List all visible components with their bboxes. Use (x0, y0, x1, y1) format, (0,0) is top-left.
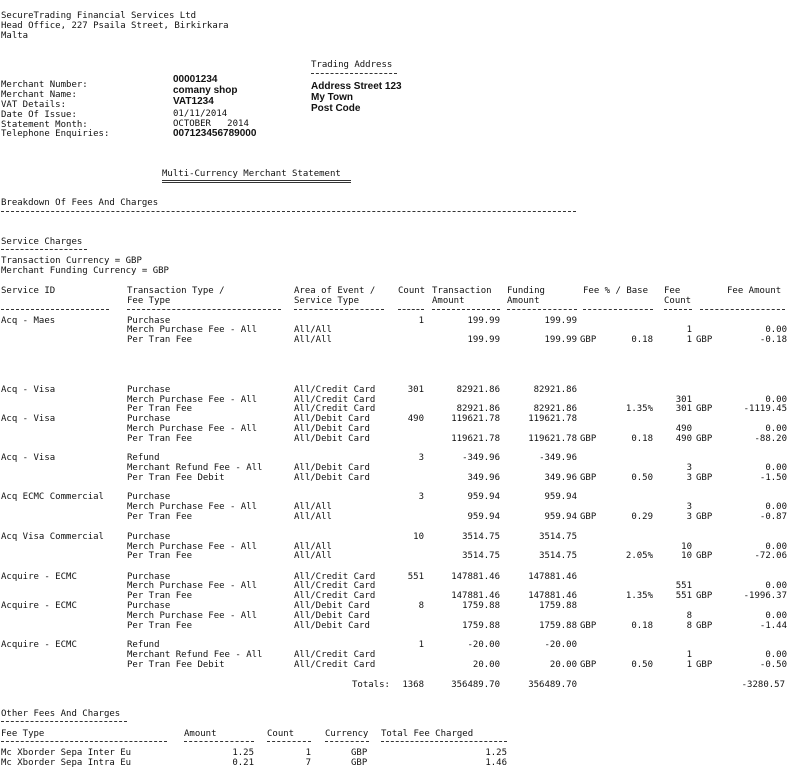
cell-funding-amount: 82921.86 (533, 385, 577, 395)
cell-fee-currency: GBP (696, 660, 713, 670)
cell-count: 490 (407, 414, 424, 424)
cell-funding-amount: 349.96 (544, 473, 577, 483)
cell-fee-type: Merch Purchase Fee - All (127, 424, 258, 434)
other-cell-total: 1.46 (485, 758, 507, 768)
funding-currency: Merchant Funding Currency = GBP (1, 266, 169, 276)
header-fee-count: Fee (664, 286, 681, 296)
cell-count: 551 (407, 572, 424, 582)
company-address-line1: Head Office, 227 Psaila Street, Birkirkara (1, 21, 229, 31)
cell-area: All/Credit Card (294, 660, 376, 670)
cell-count: 301 (407, 385, 424, 395)
other-cell-currency: GBP (351, 748, 368, 758)
cell-funding-amount: 199.99 (544, 316, 577, 326)
company-name: SecureTrading Financial Services Ltd (1, 11, 197, 21)
cell-fee-type: Per Tran Fee Debit (127, 473, 225, 483)
header-fee-count-2: Count (664, 296, 692, 306)
cell-service-id: Acquire - ECMC (1, 601, 77, 611)
cell-funding-amount: 82921.86 (533, 404, 577, 414)
statement-month-label: Statement Month: (1, 120, 88, 130)
cell-fee-type: Purchase (127, 385, 171, 395)
cell-fee-type: Purchase (127, 414, 171, 424)
cell-fee-percent: 0.50 (631, 473, 653, 483)
service-charges-underline (1, 249, 87, 250)
cell-fee-amount: -1119.45 (743, 404, 787, 414)
cell-transaction-amount: 3514.75 (462, 532, 500, 542)
cell-fee-count: 1 (686, 660, 692, 670)
cell-area: All/All (294, 502, 332, 512)
header-rule (127, 309, 281, 310)
other-header-rule (381, 741, 507, 742)
cell-currency: GBP (580, 335, 597, 345)
other-cell-total: 1.25 (485, 748, 507, 758)
cell-transaction-amount: 119621.78 (451, 414, 500, 424)
cell-fee-type: Merchant Refund Fee - All (127, 650, 263, 660)
cell-fee-percent: 0.18 (631, 335, 653, 345)
header-rule (700, 309, 785, 310)
cell-fee-type: Merch Purchase Fee - All (127, 611, 258, 621)
cell-fee-percent: 0.18 (631, 434, 653, 444)
cell-fee-count: 3 (686, 473, 692, 483)
other-header-amount: Amount (184, 729, 217, 739)
other-fees-underline (1, 721, 127, 722)
cell-fee-amount: 0.00 (765, 611, 787, 621)
statement-title: Multi-Currency Merchant Statement (162, 169, 341, 179)
cell-fee-type: Per Tran Fee (127, 512, 193, 522)
cell-area: All/All (294, 325, 332, 335)
cell-transaction-amount: 349.96 (467, 473, 500, 483)
cell-transaction-amount: -349.96 (462, 453, 500, 463)
cell-transaction-amount: 959.94 (467, 512, 500, 522)
cell-funding-amount: 1759.88 (539, 601, 577, 611)
cell-fee-type: Merchant Refund Fee - All (127, 463, 263, 473)
cell-service-id: Acq - Maes (1, 316, 56, 326)
cell-transaction-amount: 147881.46 (451, 572, 500, 582)
vat-details: VAT1234 (173, 96, 214, 107)
cell-fee-type: Per Tran Fee (127, 404, 193, 414)
other-cell-fee-type: Mc Xborder Sepa Intra Eu (1, 758, 132, 768)
cell-transaction-amount: 1759.88 (462, 621, 500, 631)
cell-fee-percent: 1.35% (625, 404, 653, 414)
other-header-count: Count (267, 729, 295, 739)
cell-transaction-amount: 82921.86 (456, 385, 500, 395)
cell-fee-currency: GBP (696, 591, 713, 601)
totals-count: 1368 (402, 680, 424, 690)
cell-fee-count: 490 (675, 424, 692, 434)
other-fees-title: Other Fees And Charges (1, 709, 121, 719)
cell-area: All/Credit Card (294, 395, 376, 405)
cell-count: 3 (418, 453, 424, 463)
company-address-line2: Malta (1, 31, 29, 41)
cell-fee-amount: 0.00 (765, 325, 787, 335)
cell-fee-type: Purchase (127, 316, 171, 326)
cell-fee-percent: 0.18 (631, 621, 653, 631)
cell-area: All/Debit Card (294, 434, 370, 444)
breakdown-divider (1, 211, 576, 212)
cell-area: All/Credit Card (294, 650, 376, 660)
cell-fee-count: 551 (675, 591, 692, 601)
cell-transaction-amount: 20.00 (472, 660, 500, 670)
cell-fee-count: 3 (686, 502, 692, 512)
cell-funding-amount: 119621.78 (528, 414, 577, 424)
cell-fee-type: Per Tran Fee (127, 335, 193, 345)
cell-currency: GBP (580, 512, 597, 522)
cell-fee-percent: 0.29 (631, 512, 653, 522)
cell-fee-amount: -88.20 (754, 434, 787, 444)
cell-fee-type: Per Tran Fee Debit (127, 660, 225, 670)
cell-currency: GBP (580, 621, 597, 631)
cell-funding-amount: 1759.88 (539, 621, 577, 631)
cell-funding-amount: 3514.75 (539, 532, 577, 542)
cell-funding-amount: 959.94 (544, 492, 577, 502)
cell-count: 10 (413, 532, 424, 542)
cell-transaction-amount: 147881.46 (451, 591, 500, 601)
cell-fee-amount: -0.87 (759, 512, 787, 522)
header-rule (507, 309, 577, 310)
other-header-rule (184, 741, 254, 742)
cell-transaction-amount: -20.00 (467, 640, 500, 650)
cell-fee-type: Per Tran Fee (127, 434, 193, 444)
cell-fee-count: 1 (686, 335, 692, 345)
cell-fee-type: Purchase (127, 492, 171, 502)
cell-currency: GBP (580, 660, 597, 670)
cell-fee-amount: 0.00 (765, 581, 787, 591)
merchant-name: comany shop (173, 85, 238, 96)
header-transaction-type: Transaction Type / (127, 286, 225, 296)
header-rule (294, 309, 384, 310)
totals-funding-amount: 356489.70 (528, 680, 577, 690)
merchant-number-label: Merchant Number: (1, 80, 88, 90)
cell-currency: GBP (580, 434, 597, 444)
header-funding-amount: Funding (507, 286, 545, 296)
cell-fee-count: 3 (686, 512, 692, 522)
cell-fee-currency: GBP (696, 335, 713, 345)
merchant-name-label: Merchant Name: (1, 90, 77, 100)
cell-transaction-amount: 199.99 (467, 316, 500, 326)
cell-fee-currency: GBP (696, 551, 713, 561)
cell-funding-amount: 20.00 (549, 660, 577, 670)
totals-transaction-amount: 356489.70 (451, 680, 500, 690)
cell-fee-count: 1 (686, 650, 692, 660)
cell-area: All/All (294, 542, 332, 552)
header-transaction-amount-2: Amount (432, 296, 465, 306)
cell-transaction-amount: 199.99 (467, 335, 500, 345)
cell-currency: GBP (580, 473, 597, 483)
cell-area: All/Credit Card (294, 581, 376, 591)
cell-area: All/Debit Card (294, 424, 370, 434)
cell-fee-currency: GBP (696, 404, 713, 414)
trading-address-line1: Address Street 123 (311, 81, 402, 92)
header-service-id: Service ID (1, 286, 56, 296)
cell-fee-type: Purchase (127, 572, 171, 582)
cell-area: All/Credit Card (294, 572, 376, 582)
header-fee-type: Fee Type (127, 296, 171, 306)
cell-area: All/All (294, 512, 332, 522)
cell-funding-amount: 959.94 (544, 512, 577, 522)
cell-service-id: Acq ECMC Commercial (1, 492, 104, 502)
cell-funding-amount: 119621.78 (528, 434, 577, 444)
cell-fee-amount: 0.00 (765, 542, 787, 552)
cell-funding-amount: 147881.46 (528, 572, 577, 582)
cell-area: All/Debit Card (294, 414, 370, 424)
other-cell-currency: GBP (351, 758, 368, 768)
other-header-currency: Currency (325, 729, 369, 739)
cell-fee-percent: 0.50 (631, 660, 653, 670)
cell-area: All/Credit Card (294, 591, 376, 601)
totals-label: Totals: (352, 680, 390, 690)
cell-fee-amount: -1.50 (759, 473, 787, 483)
cell-funding-amount: 3514.75 (539, 551, 577, 561)
cell-count: 3 (418, 492, 424, 502)
cell-area: All/All (294, 335, 332, 345)
cell-service-id: Acq - Visa (1, 414, 56, 424)
vat-label: VAT Details: (1, 100, 67, 110)
cell-count: 1 (418, 316, 424, 326)
cell-fee-type: Merch Purchase Fee - All (127, 325, 258, 335)
telephone-label: Telephone Enquiries: (1, 129, 110, 139)
totals-fee-amount: -3280.57 (741, 680, 785, 690)
other-cell-amount: 1.25 (232, 748, 254, 758)
cell-fee-type: Merch Purchase Fee - All (127, 581, 258, 591)
cell-fee-type: Merch Purchase Fee - All (127, 395, 258, 405)
date-of-issue: 01/11/2014 (173, 109, 228, 119)
date-of-issue-label: Date Of Issue: (1, 110, 77, 120)
cell-fee-type: Per Tran Fee (127, 621, 193, 631)
cell-funding-amount: 147881.46 (528, 591, 577, 601)
cell-fee-type: Refund (127, 453, 160, 463)
cell-fee-type: Refund (127, 640, 160, 650)
cell-fee-count: 301 (675, 395, 692, 405)
cell-fee-count: 10 (681, 542, 692, 552)
cell-service-id: Acquire - ECMC (1, 640, 77, 650)
other-header-rule (325, 741, 369, 742)
header-count: Count (398, 286, 426, 296)
cell-transaction-amount: 3514.75 (462, 551, 500, 561)
cell-funding-amount: 199.99 (544, 335, 577, 345)
cell-fee-type: Per Tran Fee (127, 551, 193, 561)
other-cell-count: 7 (305, 758, 311, 768)
cell-fee-type: Per Tran Fee (127, 591, 193, 601)
cell-fee-amount: 0.00 (765, 424, 787, 434)
transaction-currency: Transaction Currency = GBP (1, 256, 142, 266)
cell-transaction-amount: 1759.88 (462, 601, 500, 611)
other-cell-fee-type: Mc Xborder Sepa Inter Eu (1, 748, 132, 758)
cell-fee-count: 8 (686, 611, 692, 621)
cell-area: All/Debit Card (294, 601, 370, 611)
cell-fee-amount: 0.00 (765, 650, 787, 660)
cell-fee-count: 10 (681, 551, 692, 561)
cell-fee-amount: 0.00 (765, 395, 787, 405)
cell-fee-percent: 2.05% (625, 551, 653, 561)
header-service-type: Service Type (294, 296, 360, 306)
cell-fee-currency: GBP (696, 512, 713, 522)
telephone-number: 007123456789000 (173, 128, 257, 139)
header-rule (398, 309, 424, 310)
cell-area: All/All (294, 551, 332, 561)
cell-fee-count: 301 (675, 404, 692, 414)
cell-area: All/Debit Card (294, 473, 370, 483)
trading-address-underline (311, 73, 397, 74)
cell-fee-amount: -0.50 (759, 660, 787, 670)
cell-fee-type: Merch Purchase Fee - All (127, 502, 258, 512)
cell-area: All/Debit Card (294, 621, 370, 631)
cell-transaction-amount: 119621.78 (451, 434, 500, 444)
merchant-number: 00001234 (173, 74, 218, 85)
cell-fee-percent: 1.35% (625, 591, 653, 601)
cell-fee-count: 490 (675, 434, 692, 444)
cell-service-id: Acquire - ECMC (1, 572, 77, 582)
cell-fee-currency: GBP (696, 434, 713, 444)
cell-area: All/Debit Card (294, 611, 370, 621)
cell-fee-type: Merch Purchase Fee - All (127, 542, 258, 552)
trading-address-line3: Post Code (311, 103, 361, 114)
header-transaction-amount: Transaction (432, 286, 492, 296)
cell-fee-amount: -72.06 (754, 551, 787, 561)
trading-address-heading: Trading Address (311, 60, 393, 70)
other-header-total: Total Fee Charged (381, 729, 474, 739)
cell-transaction-amount: 959.94 (467, 492, 500, 502)
cell-service-id: Acq - Visa (1, 453, 56, 463)
other-header-rule (267, 741, 311, 742)
cell-fee-type: Purchase (127, 532, 171, 542)
service-charges-title: Service Charges (1, 237, 83, 247)
statement-title-underline (162, 180, 351, 183)
header-rule (432, 309, 500, 310)
cell-area: All/Debit Card (294, 463, 370, 473)
cell-fee-amount: -1.44 (759, 621, 787, 631)
other-header-rule (1, 741, 167, 742)
breakdown-title: Breakdown Of Fees And Charges (1, 198, 159, 208)
cell-count: 8 (418, 601, 424, 611)
cell-area: All/Credit Card (294, 404, 376, 414)
header-rule (583, 309, 653, 310)
cell-fee-currency: GBP (696, 473, 713, 483)
cell-fee-type: Purchase (127, 601, 171, 611)
cell-service-id: Acq - Visa (1, 385, 56, 395)
cell-fee-amount: -0.18 (759, 335, 787, 345)
other-header-fee-type: Fee Type (1, 729, 45, 739)
other-cell-count: 1 (305, 748, 311, 758)
cell-fee-amount: 0.00 (765, 463, 787, 473)
cell-count: 1 (418, 640, 424, 650)
cell-area: All/Credit Card (294, 385, 376, 395)
cell-fee-currency: GBP (696, 621, 713, 631)
header-fee-percent: Fee % / Base (583, 286, 649, 296)
cell-fee-count: 3 (686, 463, 692, 473)
statement-month: OCTOBER 2014 (173, 119, 249, 129)
cell-fee-amount: 0.00 (765, 502, 787, 512)
cell-funding-amount: -349.96 (539, 453, 577, 463)
header-funding-amount-2: Amount (507, 296, 540, 306)
cell-funding-amount: -20.00 (544, 640, 577, 650)
header-fee-amount: Fee Amount (727, 286, 782, 296)
cell-transaction-amount: 82921.86 (456, 404, 500, 414)
cell-fee-count: 8 (686, 621, 692, 631)
header-rule (664, 309, 692, 310)
cell-fee-count: 551 (675, 581, 692, 591)
trading-address-line2: My Town (311, 92, 354, 103)
header-area-of-event: Area of Event / (294, 286, 376, 296)
other-cell-amount: 0.21 (232, 758, 254, 768)
cell-fee-count: 1 (686, 325, 692, 335)
cell-fee-amount: -1996.37 (743, 591, 787, 601)
header-rule (1, 309, 109, 310)
cell-service-id: Acq Visa Commercial (1, 532, 104, 542)
